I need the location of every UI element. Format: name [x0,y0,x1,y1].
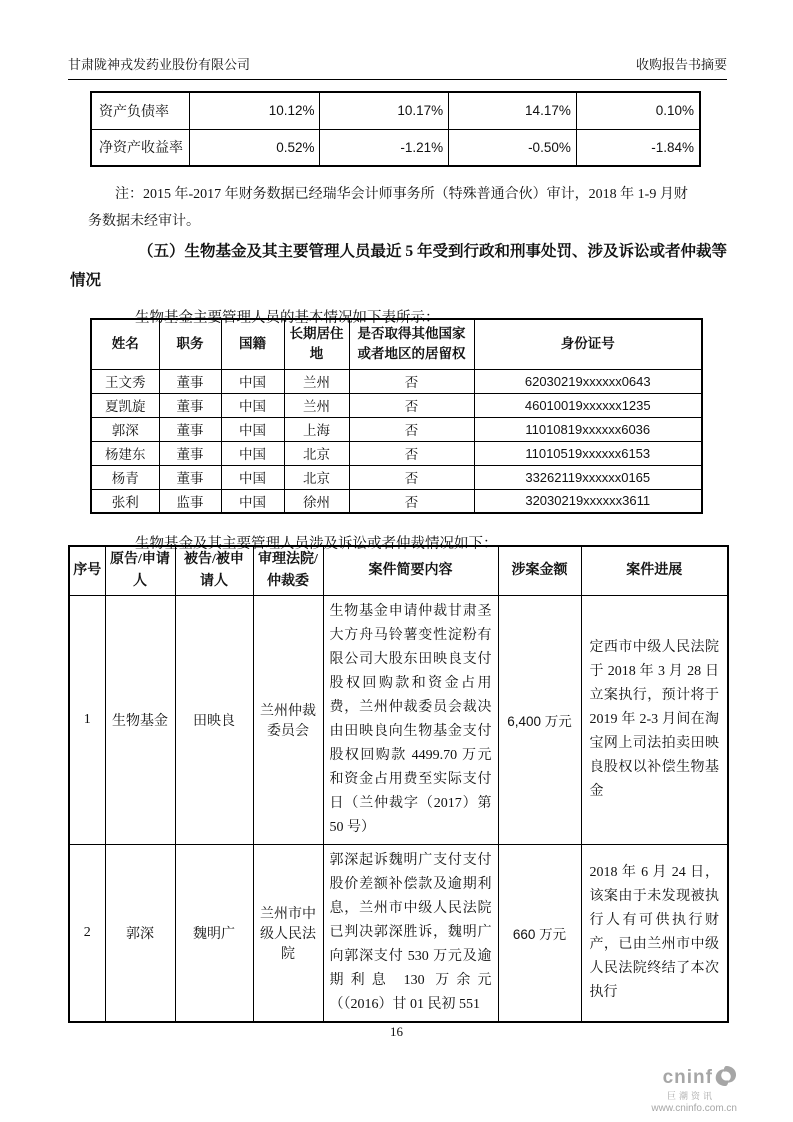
case-defendant: 魏明广 [175,845,253,1023]
case-number: 1 [69,596,105,845]
case-summary: 生物基金申请仲裁甘肃圣大方舟马铃薯变性淀粉有限公司大股东田映良支付股权回购款和资金占用费，兰州仲裁委员会裁决由田映良向生物基金支付股权回购款 4499.70 万元和资金占用费至实际支付日（兰仲裁字（2017）第 50 号） [323,596,498,845]
case-row [69,596,728,845]
manager-nationality: 中国 [221,393,284,417]
case-defendant: 田映良 [175,596,253,845]
column-header: 序号 [69,546,105,596]
page-header [68,54,727,80]
case-plaintiff: 郭深 [105,845,175,1023]
manager-id-number: 11010519xxxxxx6153 [474,441,702,465]
case-row [69,845,728,1023]
manager-name: 郭深 [91,417,159,441]
manager-id-number: 62030219xxxxxx0643 [474,369,702,393]
cninfo-logo [651,1066,737,1114]
column-header: 案件简要内容 [323,546,498,596]
case-number: 2 [69,845,105,1023]
table-row [91,393,702,417]
table-row [91,417,702,441]
cninfo-url: www.cninfo.com.cn [651,1103,737,1115]
manager-id-number: 32030219xxxxxx3611 [474,489,702,513]
table-row [91,489,702,513]
ratio-value: 10.17% [320,92,449,129]
manager-nationality: 中国 [221,465,284,489]
ratio-value: 0.10% [576,92,700,129]
manager-id-number: 11010819xxxxxx6036 [474,417,702,441]
table-header-row [91,319,702,369]
manager-foreign-residency: 否 [349,441,474,465]
manager-name: 夏凯旋 [91,393,159,417]
litigation-table [68,545,729,1023]
ratio-value: -1.84% [576,129,700,166]
case-progress: 定西市中级人民法院于 2018 年 3 月 28 日立案执行，预计将于 2019 年 2-3 月间在淘宝网上司法拍卖田映良股权以补偿生物基金 [581,596,728,845]
column-header: 姓名 [91,319,159,369]
header-company-name: 甘肃陇神戎发药业股份有限公司 [68,57,251,72]
ratio-label: 净资产收益率 [91,129,189,166]
table-row [91,465,702,489]
manager-nationality: 中国 [221,489,284,513]
manager-residence: 徐州 [284,489,349,513]
audit-note: 注：2015 年-2017 年财务数据已经瑞华会计师事务所（特殊普通合伙）审计，2018 年 1-9 月财务数据未经审计。 [88,187,688,229]
table-header-row [69,546,728,596]
manager-foreign-residency: 否 [349,393,474,417]
manager-residence: 上海 [284,417,349,441]
manager-title: 董事 [159,369,221,393]
column-header: 身份证号 [474,319,702,369]
manager-nationality: 中国 [221,369,284,393]
manager-foreign-residency: 否 [349,489,474,513]
case-plaintiff: 生物基金 [105,596,175,845]
manager-foreign-residency: 否 [349,369,474,393]
case-amount: 660 万元 [498,845,581,1023]
manager-name: 王文秀 [91,369,159,393]
manager-foreign-residency: 否 [349,465,474,489]
manager-name: 张利 [91,489,159,513]
table-row [91,441,702,465]
column-header: 国籍 [221,319,284,369]
manager-id-number: 46010019xxxxxx1235 [474,393,702,417]
manager-foreign-residency: 否 [349,417,474,441]
manager-name: 杨建东 [91,441,159,465]
column-header: 是否取得其他国家或者地区的居留权 [349,319,474,369]
column-header: 原告/申请人 [105,546,175,596]
column-header: 审理法院/仲裁委 [253,546,323,596]
case-amount: 6,400 万元 [498,596,581,845]
table-row [91,369,702,393]
case-court: 兰州市中级人民法院 [253,845,323,1023]
cninfo-brand-text: cninf [662,1066,713,1088]
manager-nationality: 中国 [221,417,284,441]
manager-residence: 北京 [284,465,349,489]
manager-id-number: 33262119xxxxxx0165 [474,465,702,489]
ratio-value: -0.50% [449,129,577,166]
table-row [91,92,700,129]
page-number: 16 [390,1024,403,1039]
ratio-value: 0.52% [189,129,320,166]
manager-residence: 兰州 [284,393,349,417]
cninfo-cn-name: 巨潮资讯 [666,1090,715,1101]
managers-intro-text: 生物基金主要管理人员的基本情况如下表所示： [135,309,440,326]
ratio-value: 10.12% [189,92,320,129]
ratio-label: 资产负债率 [91,92,189,129]
ratio-value: 14.17% [449,92,577,129]
manager-title: 董事 [159,441,221,465]
table-row [91,129,700,166]
manager-title: 监事 [159,489,221,513]
cninfo-swirl-icon [715,1066,737,1091]
manager-title: 董事 [159,417,221,441]
manager-residence: 兰州 [284,369,349,393]
ratio-value: -1.21% [320,129,449,166]
header-doc-type: 收购报告书摘要 [635,57,727,72]
manager-nationality: 中国 [221,441,284,465]
manager-residence: 北京 [284,441,349,465]
case-progress: 2018 年 6 月 24 日，该案由于未发现被执行人有可供执行财产，已由兰州市中级人民法院终结了本次执行 [581,845,728,1023]
section-heading: （五）生物基金及其主要管理人员最近 5 年受到行政和刑事处罚、涉及诉讼或者仲裁等情况 [70,242,728,289]
litigation-intro-text: 生物基金及其主要管理人员涉及诉讼或者仲裁情况如下： [135,535,498,552]
manager-name: 杨青 [91,465,159,489]
financial-ratio-table [90,91,701,167]
column-header: 长期居住地 [284,319,349,369]
case-summary: 郭深起诉魏明广支付支付股价差额补偿款及逾期利息，兰州市中级人民法院已判决郭深胜诉，魏明广向郭深支付 530 万元及逾期利息 130 万余元（（2016）甘 01 民初 551 [323,845,498,1023]
column-header: 涉案金额 [498,546,581,596]
manager-title: 董事 [159,465,221,489]
column-header: 案件进展 [581,546,728,596]
column-header: 被告/被申请人 [175,546,253,596]
manager-title: 董事 [159,393,221,417]
managers-table [90,318,703,514]
case-court: 兰州仲裁委员会 [253,596,323,845]
column-header: 职务 [159,319,221,369]
